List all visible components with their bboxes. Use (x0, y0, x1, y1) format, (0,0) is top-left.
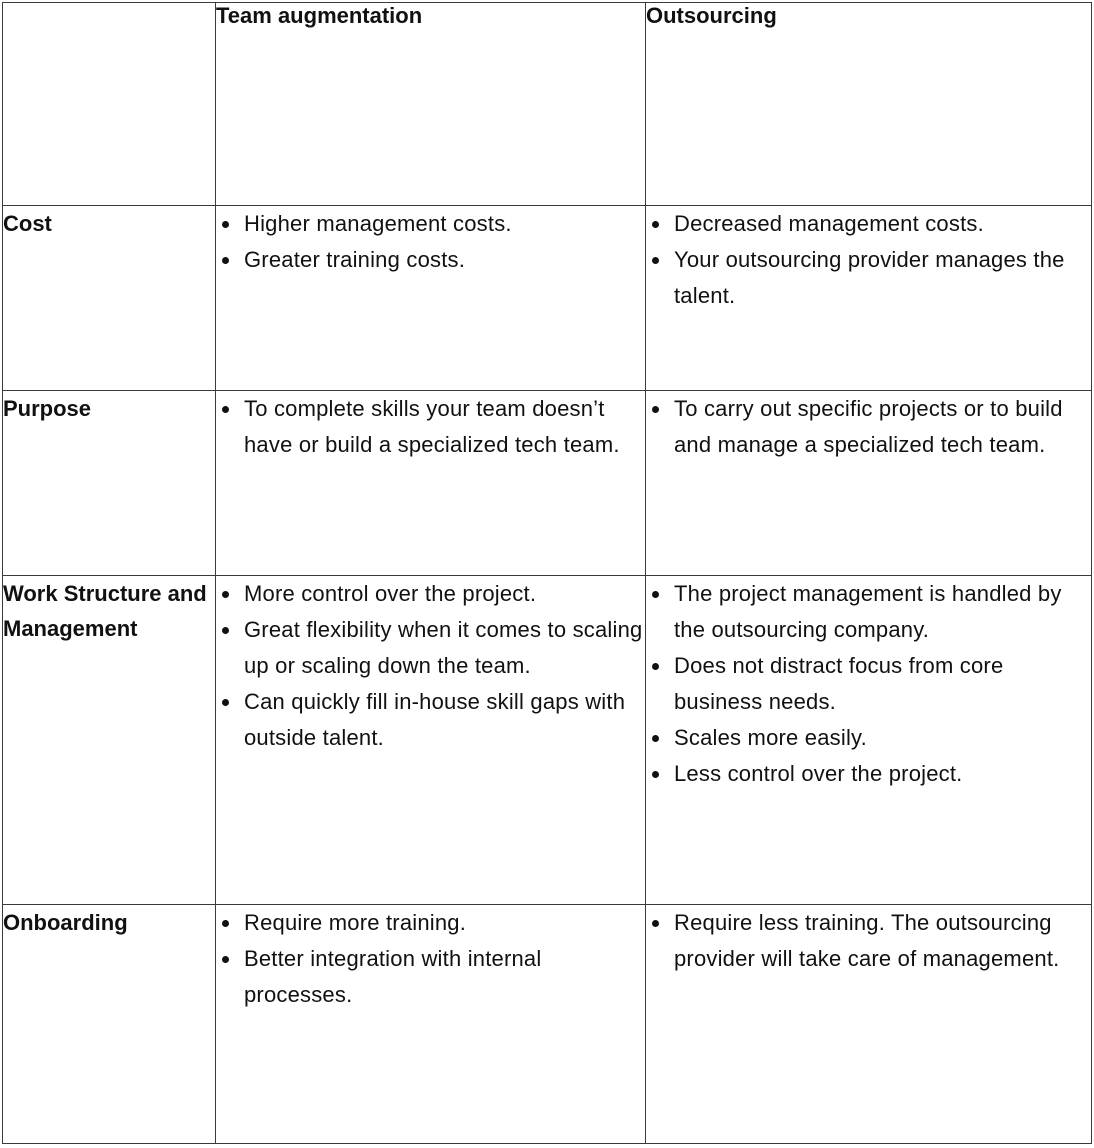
table-row-work-structure (3, 576, 1092, 905)
cell-purpose-augmentation (216, 391, 646, 576)
row-label-purpose: Purpose (3, 391, 216, 576)
row-label-cost: Cost (3, 206, 216, 391)
bullet-list (216, 391, 645, 463)
row-label-work-structure: Work Structure and Management (3, 576, 216, 905)
list-item: The project management is handled by the outsourcing company. (674, 576, 1091, 648)
list-item: Your outsourcing provider manages the talent. (674, 242, 1091, 314)
list-item: To carry out specific projects or to build and manage a specialized tech team. (674, 391, 1091, 463)
list-item: Does not distract focus from core business needs. (674, 648, 1091, 720)
cell-onboarding-outsourcing (646, 905, 1092, 1144)
bullet-list (216, 206, 645, 278)
bullet-list (216, 576, 645, 756)
bullet-list (646, 391, 1091, 463)
row-label-onboarding: Onboarding (3, 905, 216, 1144)
list-item: Higher management costs. (244, 206, 645, 242)
table-row-cost (3, 206, 1092, 391)
list-item: Great flexibility when it comes to scaling up or scaling down the team. (244, 612, 645, 684)
cell-onboarding-augmentation (216, 905, 646, 1144)
header-team-augmentation: Team augmentation (216, 3, 646, 206)
list-item: Require more training. (244, 905, 645, 941)
bullet-list (646, 905, 1091, 977)
list-item: Require less training. The outsourcing provider will take care of management. (674, 905, 1091, 977)
header-row (3, 3, 1092, 206)
cell-cost-augmentation (216, 206, 646, 391)
table-row-purpose (3, 391, 1092, 576)
list-item: More control over the project. (244, 576, 645, 612)
list-item: Less control over the project. (674, 756, 1091, 792)
list-item: Greater training costs. (244, 242, 645, 278)
list-item: Can quickly fill in-house skill gaps with outside talent. (244, 684, 645, 756)
bullet-list (646, 206, 1091, 314)
table-row-onboarding (3, 905, 1092, 1144)
list-item: To complete skills your team doesn’t have or build a specialized tech team. (244, 391, 645, 463)
list-item: Scales more easily. (674, 720, 1091, 756)
bullet-list (646, 576, 1091, 792)
cell-cost-outsourcing (646, 206, 1092, 391)
header-outsourcing: Outsourcing (646, 3, 1092, 206)
list-item: Better integration with internal processes. (244, 941, 645, 1013)
bullet-list (216, 905, 645, 1013)
cell-purpose-outsourcing (646, 391, 1092, 576)
cell-work-structure-outsourcing (646, 576, 1092, 905)
list-item: Decreased management costs. (674, 206, 1091, 242)
comparison-table (2, 2, 1092, 1144)
corner-cell (3, 3, 216, 206)
cell-work-structure-augmentation (216, 576, 646, 905)
